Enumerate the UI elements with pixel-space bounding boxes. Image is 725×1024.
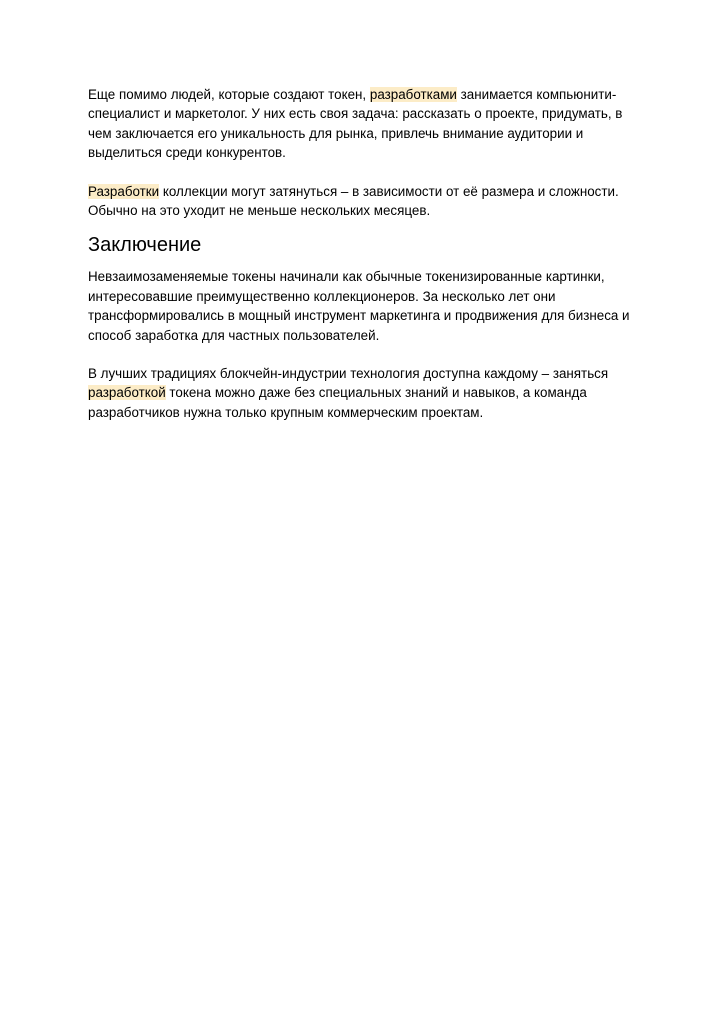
paragraph-conclusion	[88, 267, 640, 345]
text-line: способ заработка для частных пользователей.	[88, 327, 380, 343]
text-line: чем заключается его уникальность для рынка, привлечь внимание аудитории и	[88, 125, 584, 141]
text-segment: токена можно даже без специальных знаний и навыков, а команда	[165, 385, 587, 401]
highlighted-keyword: разработкой	[88, 385, 166, 401]
text-line	[88, 383, 640, 402]
paragraph-team	[88, 85, 640, 163]
paragraph-traditions	[88, 364, 640, 422]
text-line: Обычно на это уходит не меньше нескольких месяцев.	[88, 203, 431, 219]
text-line: Невзаимозаменяемые токены начинали как обычные токенизированные картинки,	[88, 269, 605, 285]
paragraph-spacer	[88, 345, 640, 364]
highlighted-keyword: Разработки	[88, 183, 160, 199]
text-segment: занимается компьюнити-	[456, 87, 617, 102]
text-line: В лучших традициях блокчейн-индустрии технология доступна каждому – заняться	[88, 366, 609, 382]
text-line	[88, 85, 640, 104]
paragraph-spacer	[88, 163, 640, 182]
text-line: трансформировались в мощный инструмент маркетинга и продвижения для бизнеса и	[88, 308, 630, 324]
text-line: специалист и маркетолог. У них есть своя задача: рассказать о проекте, придумать, в	[88, 106, 623, 122]
text-line: выделиться среди конкурентов.	[88, 145, 286, 161]
text-line: интересовавшие преимущественно коллекционеров. За несколько лет они	[88, 288, 556, 304]
text-segment: коллекции могут затянуться – в зависимости от её размера и сложности.	[159, 183, 619, 199]
text-line	[88, 182, 640, 201]
text-line: разработчиков нужна только крупным коммерческим проектам.	[88, 404, 484, 420]
section-heading: Заключение	[88, 234, 202, 257]
document-page	[88, 85, 640, 422]
paragraph-duration	[88, 182, 640, 221]
text-segment: Еще помимо людей, которые создают токен,	[88, 87, 370, 102]
highlighted-keyword: разработками	[369, 87, 457, 102]
